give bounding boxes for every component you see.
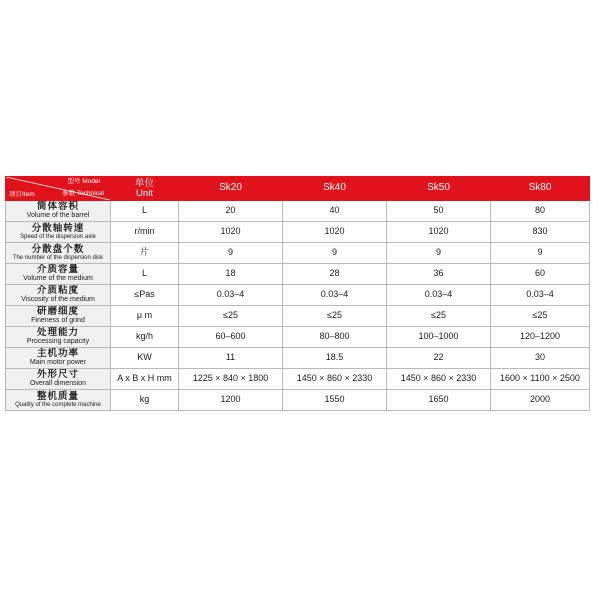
model-header-sk40: Sk40 xyxy=(283,177,387,201)
value-cell-sk40: 18.5 xyxy=(283,348,387,369)
value-cell-sk80: 2000 xyxy=(491,390,590,411)
table-row xyxy=(6,285,590,306)
model-header-sk20: Sk20 xyxy=(179,177,283,201)
unit-cell: A x B x H mm xyxy=(111,369,179,390)
value-cell-sk40: 80–800 xyxy=(283,327,387,348)
value-cell-sk20: 60–600 xyxy=(179,327,283,348)
table-row xyxy=(6,327,590,348)
table-row xyxy=(6,369,590,390)
parameter-name-zh: 分散盘个数 xyxy=(31,243,85,255)
unit-header-zh: 单位 xyxy=(134,177,154,189)
table-row xyxy=(6,222,590,243)
unit-cell: ≤Pas xyxy=(111,285,179,306)
parameter-name-en: Speed of the dispersion axle xyxy=(20,233,96,240)
parameter-name-cell xyxy=(6,285,111,306)
parameter-name-zh: 分散轴转速 xyxy=(31,222,85,234)
parameter-name-en: Overall dimension xyxy=(29,380,87,388)
table-row xyxy=(6,243,590,264)
value-cell-sk80: ≤25 xyxy=(491,306,590,327)
value-cell-sk40: 28 xyxy=(283,264,387,285)
parameter-name-zh: 外形尺寸 xyxy=(36,369,79,381)
corner-header-cell xyxy=(6,177,111,201)
value-cell-sk20: 11 xyxy=(179,348,283,369)
parameter-name-cell xyxy=(6,348,111,369)
unit-header-cell xyxy=(111,177,179,201)
value-cell-sk20: ≤25 xyxy=(179,306,283,327)
unit-cell: L xyxy=(111,264,179,285)
parameter-name-en: Quality of the complete machine xyxy=(15,401,101,408)
value-cell-sk50: 22 xyxy=(387,348,491,369)
value-cell-sk80: 9 xyxy=(491,243,590,264)
parameter-name-cell xyxy=(6,243,111,264)
value-cell-sk40: 1450 × 860 × 2330 xyxy=(283,369,387,390)
parameter-name-cell xyxy=(6,327,111,348)
value-cell-sk50: 0.03–4 xyxy=(387,285,491,306)
table-row xyxy=(6,348,590,369)
value-cell-sk80: 60 xyxy=(491,264,590,285)
model-label: 型号 Model xyxy=(67,178,100,185)
unit-cell: kg xyxy=(111,390,179,411)
value-cell-sk50: 36 xyxy=(387,264,491,285)
header-row xyxy=(6,177,590,201)
parameter-name-en: Processing capacity xyxy=(26,338,90,346)
value-cell-sk20: 20 xyxy=(179,201,283,222)
value-cell-sk80: 30 xyxy=(491,348,590,369)
parameter-name-en: Volume of the barrel xyxy=(26,212,90,220)
table-row xyxy=(6,201,590,222)
value-cell-sk40: ≤25 xyxy=(283,306,387,327)
value-cell-sk20: 1020 xyxy=(179,222,283,243)
value-cell-sk20: 9 xyxy=(179,243,283,264)
parameter-name-zh: 研磨细度 xyxy=(36,306,79,318)
parameter-name-en: The number of the dispersion disk xyxy=(12,254,104,261)
parameter-name-en: Fineness of grind xyxy=(31,317,85,325)
value-cell-sk50: 100–1000 xyxy=(387,327,491,348)
unit-cell: KW xyxy=(111,348,179,369)
value-cell-sk40: 9 xyxy=(283,243,387,264)
unit-cell: L xyxy=(111,201,179,222)
value-cell-sk40: 40 xyxy=(283,201,387,222)
value-cell-sk40: 0.03–4 xyxy=(283,285,387,306)
parameter-name-cell xyxy=(6,264,111,285)
item-label: 项目Item xyxy=(9,191,35,199)
parameter-name-zh: 整机质量 xyxy=(36,390,79,402)
parameter-name-zh: 介质粘度 xyxy=(36,285,79,297)
parameter-name-cell xyxy=(6,390,111,411)
parameter-name-en: Volume of the medium xyxy=(23,275,93,283)
technical-label: 参数 Technical xyxy=(62,190,104,198)
model-header-sk50: Sk50 xyxy=(387,177,491,201)
value-cell-sk80: 830 xyxy=(491,222,590,243)
unit-cell: r/min xyxy=(111,222,179,243)
value-cell-sk40: 1020 xyxy=(283,222,387,243)
unit-cell: μ m xyxy=(111,306,179,327)
parameter-name-en: Main motor power xyxy=(29,359,87,367)
parameter-name-cell xyxy=(6,306,111,327)
value-cell-sk20: 0.03–4 xyxy=(179,285,283,306)
value-cell-sk40: 1550 xyxy=(283,390,387,411)
value-cell-sk50: 9 xyxy=(387,243,491,264)
parameter-name-en: Viscosity of the medium xyxy=(21,296,95,304)
spec-table xyxy=(5,176,590,411)
value-cell-sk20: 1200 xyxy=(179,390,283,411)
table-row xyxy=(6,390,590,411)
value-cell-sk80: 0.03–4 xyxy=(491,285,590,306)
value-cell-sk50: ≤25 xyxy=(387,306,491,327)
parameter-name-zh: 主机功率 xyxy=(36,348,79,360)
table-row xyxy=(6,264,590,285)
value-cell-sk80: 1600 × 1100 × 2500 xyxy=(491,369,590,390)
value-cell-sk20: 18 xyxy=(179,264,283,285)
parameter-name-cell xyxy=(6,369,111,390)
value-cell-sk50: 1020 xyxy=(387,222,491,243)
parameter-name-zh: 介质容量 xyxy=(36,264,79,276)
unit-cell: kg/h xyxy=(111,327,179,348)
table-row xyxy=(6,306,590,327)
value-cell-sk50: 1650 xyxy=(387,390,491,411)
model-header-sk80: Sk80 xyxy=(491,177,590,201)
value-cell-sk80: 80 xyxy=(491,201,590,222)
parameter-name-zh: 筒体容积 xyxy=(36,201,79,213)
unit-header-en: Unit xyxy=(136,187,153,199)
parameter-name-zh: 处理能力 xyxy=(36,327,79,339)
value-cell-sk50: 1450 × 860 × 2330 xyxy=(387,369,491,390)
parameter-name-cell xyxy=(6,201,111,222)
value-cell-sk20: 1225 × 840 × 1800 xyxy=(179,369,283,390)
parameter-name-cell xyxy=(6,222,111,243)
unit-cell: 片 xyxy=(111,243,179,264)
value-cell-sk80: 120–1200 xyxy=(491,327,590,348)
value-cell-sk50: 50 xyxy=(387,201,491,222)
